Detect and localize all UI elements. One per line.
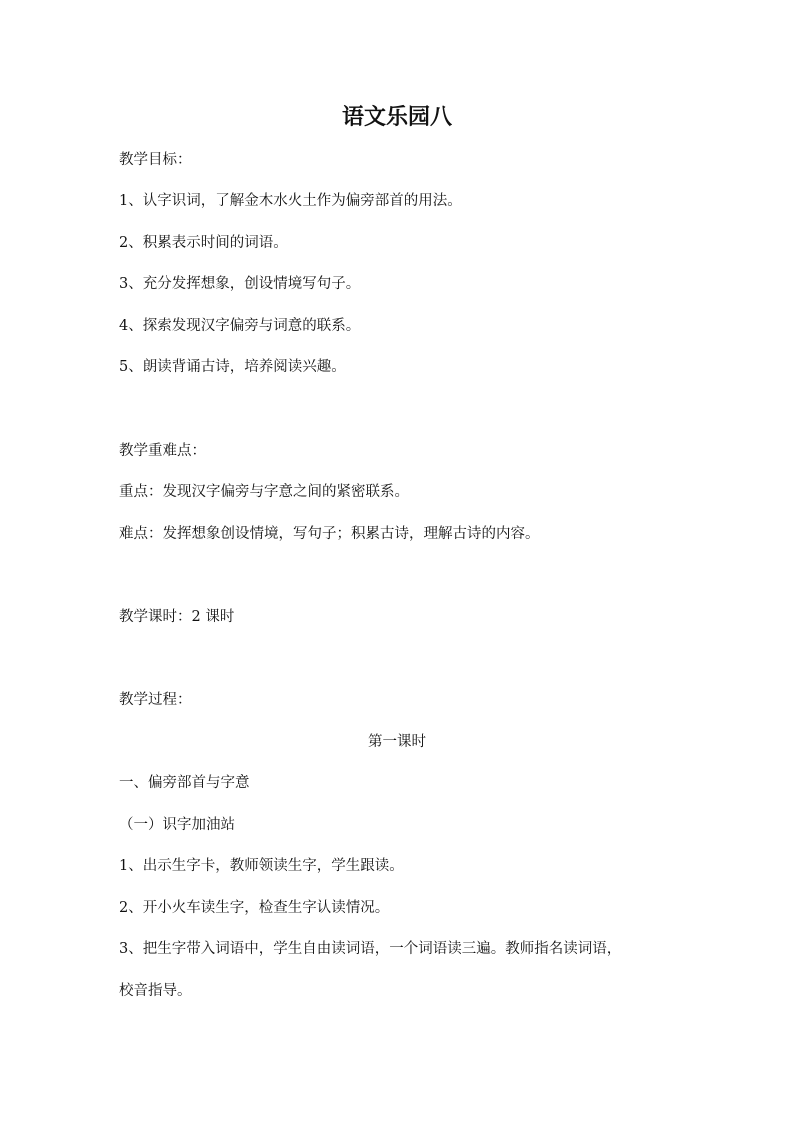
document-title: 语文乐园八 xyxy=(341,105,452,130)
section-heading: 一、偏旁部首与字意 xyxy=(119,775,250,791)
key-point-text: 重点：发现汉字偏旁与字意之间的紧密联系。 xyxy=(119,484,409,500)
step-item: 3、把生字带入词语中，学生自由读词语，一个词语读三遍。教师指名读词语， xyxy=(119,941,622,957)
objective-item: 2、积累表示时间的词语。 xyxy=(119,235,288,251)
process-heading: 教学过程： xyxy=(119,692,192,708)
class-hours-text: 教学课时：2 课时 xyxy=(119,609,235,625)
lesson-heading: 第一课时 xyxy=(368,734,426,750)
step-item: 1、出示生字卡，教师领读生字，学生跟读。 xyxy=(119,858,404,874)
step-item: 2、开小火车读生字，检查生字认读情况。 xyxy=(119,900,390,916)
key-points-heading: 教学重难点： xyxy=(119,443,206,459)
step-item-continuation: 校音指导。 xyxy=(119,983,192,999)
objective-item: 4、探索发现汉字偏旁与词意的联系。 xyxy=(119,318,361,334)
objectives-heading: 教学目标： xyxy=(119,152,192,168)
objective-item: 1、认字识词，了解金木水火土作为偏旁部首的用法。 xyxy=(119,193,462,209)
objective-item: 5、朗读背诵古诗，培养阅读兴趣。 xyxy=(119,359,346,375)
objective-item: 3、充分发挥想象，创设情境写句子。 xyxy=(119,276,361,292)
difficult-point-text: 难点：发挥想象创设情境，写句子；积累古诗，理解古诗的内容。 xyxy=(119,526,540,542)
subsection-heading: （一）识字加油站 xyxy=(119,817,235,833)
